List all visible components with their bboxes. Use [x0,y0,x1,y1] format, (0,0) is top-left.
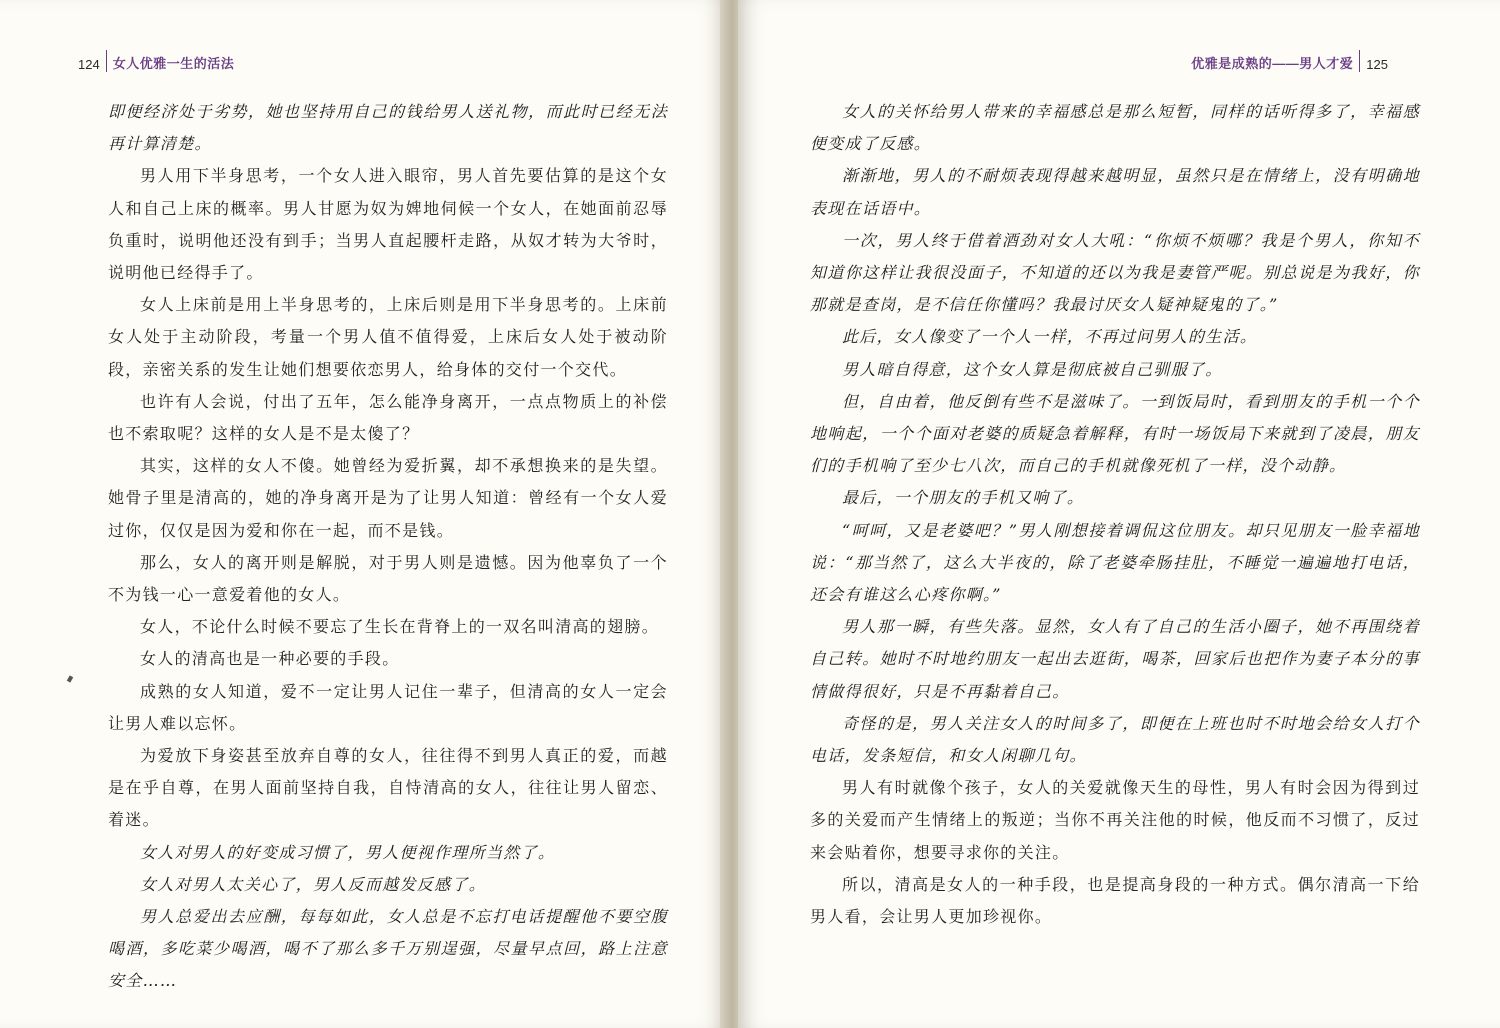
page-mark [67,675,73,682]
paragraph: 成熟的女人知道，爱不一定让男人记住一辈子，但清高的女人一定会让男人难以忘怀。 [108,681,668,733]
right-running-title: 优雅是成熟的——男人才爱 [1191,56,1354,71]
paragraph: 女人的清高也是一种必要的手段。 [140,649,400,669]
header-divider [1359,50,1360,72]
left-page-body [108,96,668,998]
header-divider [106,50,107,72]
paragraph: 也许有人会说，付出了五年，怎么能净身离开，一点点物质上的补偿也不索取呢？这样的女人是不是太傻了？ [108,391,668,444]
paragraph: 奇怪的是，男人关注女人的时间多了，即便在上班也时不时地会给女人打个电话，发条短信，和女人闲聊几句。 [810,713,1420,766]
paragraph: 此后，女人像变了一个人一样，不再过问男人的生活。 [842,327,1258,347]
paragraph: 女人，不论什么时候不要忘了生长在背脊上的一双名叫清高的翅膀。 [140,617,660,637]
paragraph: 男人暗自得意，这个女人算是彻底被自己驯服了。 [842,359,1223,379]
paragraph: 即便经济处于劣势，她也坚持用自己的钱给男人送礼物，而此时已经无法再计算清楚。 [108,102,668,154]
paragraph: 其实，这样的女人不傻。她曾经为爱折翼，却不承想换来的是失望。她骨子里是清高的，她的净身离开是为了让男人知道：曾经有一个女人爱过你，仅仅是因为爱和你在一起，而不是钱。 [108,456,668,540]
right-page-header [1191,50,1388,72]
paragraph: 为爱放下身姿甚至放弃自尊的女人，往往得不到男人真正的爱，而越是在乎自尊，在男人面前坚持自我，自恃清高的女人，往往让男人留恋、着迷。 [108,746,668,830]
left-running-title: 女人优雅一生的活法 [112,56,235,71]
paragraph: 所以，清高是女人的一种手段，也是提高身段的一种方式。偶尔清高一下给男人看，会让男人更加珍视你。 [810,874,1420,927]
paragraph: 一次，男人终于借着酒劲对女人大吼：“你烦不烦哪？我是个男人，你知不知道你这样让我很没面子，不知道的还以为我是妻管严呢。别总说是为我好，你那就是查岗，是不信任你懂吗？我最讨厌女人疑神疑鬼的了。” [810,230,1420,315]
paragraph: “呵呵，又是老婆吧？”男人刚想接着调侃这位朋友。却只见朋友一脸幸福地说：“那当然了，这么大半夜的，除了老婆牵肠挂肚，不睡觉一遍遍地打电话，还会有谁这么心疼你啊。” [810,520,1420,605]
paragraph: 男人那一瞬，有些失落。显然，女人有了自己的生活小圈子，她不再围绕着自己转。她时不时地约朋友一起出去逛街，喝茶，回家后也把作为妻子本分的事情做得很好，只是不再黏着自己。 [810,617,1420,701]
left-page [0,0,726,1028]
paragraph: 女人的关怀给男人带来的幸福感总是那么短暂，同样的话听得多了，幸福感便变成了反感。 [810,102,1420,154]
right-page [738,0,1500,1028]
left-page-header [78,50,234,72]
left-page-number: 124 [78,57,100,72]
paragraph: 男人用下半身思考，一个女人进入眼帘，男人首先要估算的是这个女人和自己上床的概率。男人甘愿为奴为婢地伺候一个女人，在她面前忍辱负重时，说明他还没有到手；当男人直起腰杆走路，从奴才转为大爷时，说明他已经得手了。 [108,166,668,283]
right-page-body [810,96,1420,933]
right-page-number: 125 [1366,57,1388,72]
paragraph: 男人有时就像个孩子，女人的关爱就像天生的母性，男人有时会因为得到过多的关爱而产生情绪上的叛逆；当你不再关注他的时候，他反而不习惯了，反过来会贴着你，想要寻求你的关注。 [810,778,1420,862]
paragraph: 那么，女人的离开则是解脱，对于男人则是遗憾。因为他辜负了一个不为钱一心一意爱着他的女人。 [108,552,668,605]
paragraph: 女人上床前是用上半身思考的，上床后则是用下半身思考的。上床前女人处于主动阶段，考量一个男人值不值得爱，上床后女人处于被动阶段，亲密关系的发生让她们想要依恋男人，给身体的交付一个交代。 [108,295,668,379]
paragraph: 最后，一个朋友的手机又响了。 [842,488,1085,508]
paragraph: 但，自由着，他反倒有些不是滋味了。一到饭局时，看到朋友的手机一个个地响起，一个个面对老婆的质疑急着解释，有时一场饭局下来就到了凌晨，朋友们的手机响了至少七八次，而自己的手机就像死机了一样，没个动静。 [810,391,1420,476]
paragraph: 渐渐地，男人的不耐烦表现得越来越明显，虽然只是在情绪上，没有明确地表现在话语中。 [810,166,1420,218]
paragraph: 男人总爱出去应酬，每每如此，女人总是不忘打电话提醒他不要空腹喝酒，多吃菜少喝酒，喝不了那么多千万别逞强，尽量早点回，路上注意安全…… [108,907,668,991]
paragraph: 女人对男人太关心了，男人反而越发反感了。 [140,874,487,894]
paragraph: 女人对男人的好变成习惯了，男人便视作理所当然了。 [140,842,556,862]
